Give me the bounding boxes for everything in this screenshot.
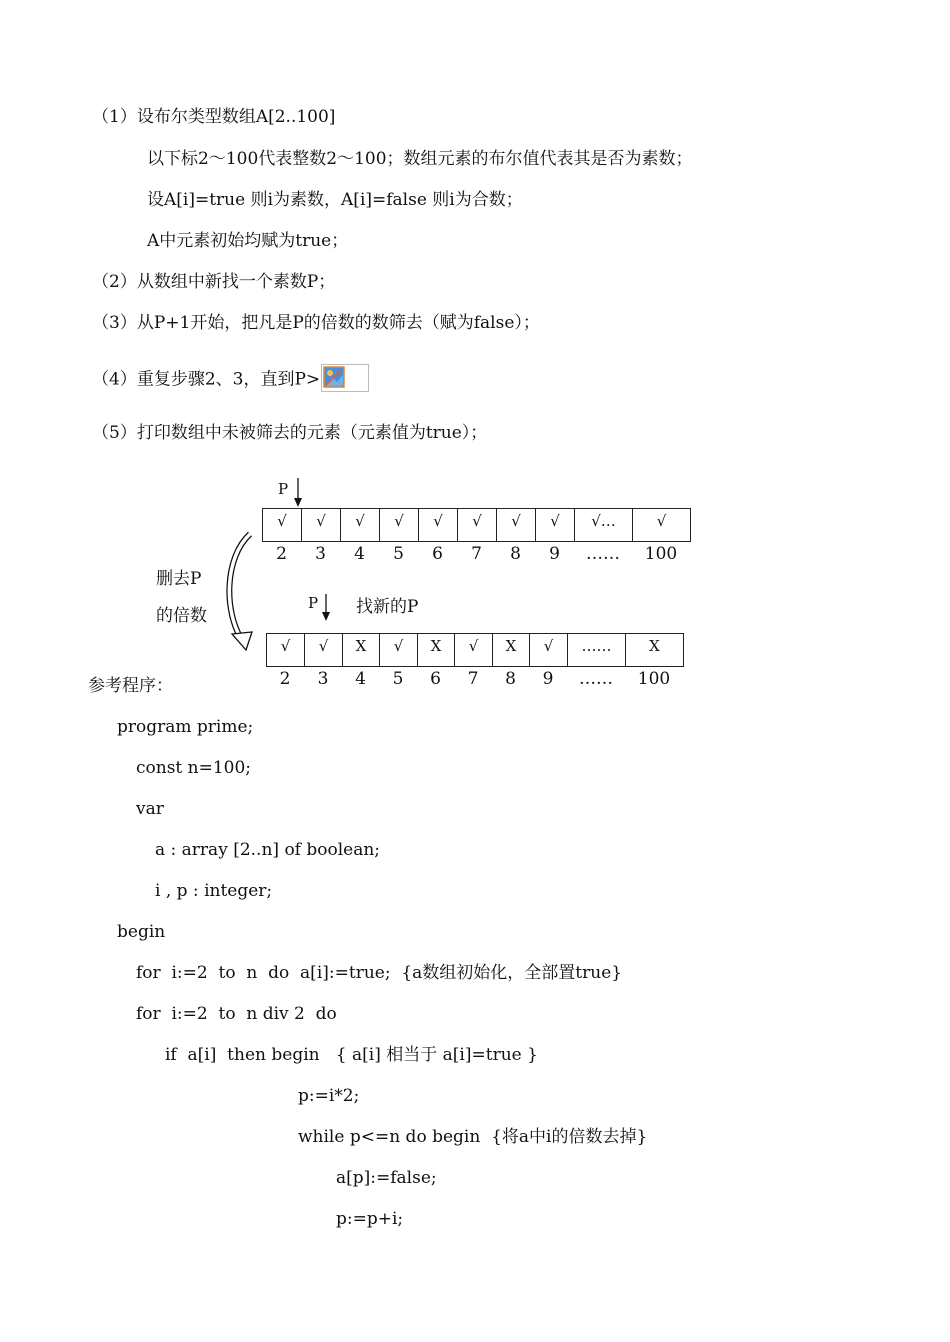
code-line: while p<=n do begin {将a中i的倍数去掉} xyxy=(298,1127,648,1147)
code-line: i , p : integer; xyxy=(155,881,273,901)
code-line: a : array [2..n] of boolean; xyxy=(155,840,381,860)
top-cell: √ xyxy=(263,509,302,541)
broken-image-icon xyxy=(321,364,369,392)
step-1-detail-3: A中元素初始均赋为true； xyxy=(147,231,349,251)
bottom-number: …… xyxy=(579,669,613,689)
top-number: 7 xyxy=(471,544,482,564)
code-line: program prime; xyxy=(117,717,254,737)
top-number: …… xyxy=(586,544,620,564)
top-number: 9 xyxy=(549,544,560,564)
top-numbers xyxy=(262,543,690,565)
bottom-number: 8 xyxy=(505,669,516,689)
down-arrow-icon xyxy=(292,476,304,508)
top-cell: √ xyxy=(633,509,691,541)
code-line: if a[i] then begin { a[i] 相当于 a[i]=true } xyxy=(165,1045,538,1065)
code-line: const n=100; xyxy=(136,758,252,778)
top-number: 8 xyxy=(510,544,521,564)
top-cell: √ xyxy=(458,509,497,541)
step-3: （3）从P+1开始，把凡是P的倍数的数筛去（赋为false）； xyxy=(92,313,540,333)
bottom-number: 2 xyxy=(279,669,291,689)
bottom-cell: X xyxy=(493,634,530,666)
bottom-number: 9 xyxy=(542,669,554,689)
step-4 xyxy=(92,366,369,394)
top-cell: √… xyxy=(575,509,633,541)
step-1: （1）设布尔类型数组A[2..100] xyxy=(92,107,336,127)
top-cell: √ xyxy=(302,509,341,541)
code-line: p:=p+i; xyxy=(336,1209,404,1229)
bottom-cell: …… xyxy=(568,634,626,666)
down-arrow-icon xyxy=(320,592,332,622)
step-4-text: （4）重复步骤2、3，直到P> xyxy=(92,369,321,390)
step-1-detail-1: 以下标2～100代表整数2～100；数组元素的布尔值代表其是否为素数； xyxy=(147,149,693,169)
top-number: 100 xyxy=(644,544,678,564)
bottom-cell: X xyxy=(343,634,380,666)
code-line: a[p]:=false; xyxy=(336,1168,437,1188)
bottom-numbers xyxy=(266,668,683,690)
pointer-label-bottom: P xyxy=(308,594,319,612)
step-1-detail-2: 设A[i]=true 则i为素数，A[i]=false 则i为合数； xyxy=(147,190,523,210)
find-new-label: 找新的P xyxy=(356,597,419,617)
top-cell: √ xyxy=(341,509,380,541)
step-2: （2）从数组中新找一个素数P； xyxy=(92,272,336,292)
bottom-cell: √ xyxy=(455,634,493,666)
top-array xyxy=(262,508,691,542)
bottom-number: 5 xyxy=(392,669,404,689)
bottom-cell: √ xyxy=(305,634,343,666)
bottom-cell: X xyxy=(418,634,455,666)
bottom-array xyxy=(266,633,684,667)
top-number: 5 xyxy=(393,544,404,564)
top-number: 2 xyxy=(276,544,287,564)
bottom-cell: X xyxy=(626,634,684,666)
code-line: for i:=2 to n do a[i]:=true; {a数组初始化，全部置true} xyxy=(136,963,623,983)
top-number: 4 xyxy=(354,544,365,564)
curve-label-1: 删去P xyxy=(156,569,202,589)
bottom-cell: √ xyxy=(530,634,568,666)
code-line: p:=i*2; xyxy=(298,1086,360,1106)
bottom-number: 3 xyxy=(317,669,329,689)
top-cell: √ xyxy=(419,509,458,541)
top-number: 3 xyxy=(315,544,326,564)
code-line: begin xyxy=(117,922,166,942)
bottom-number: 100 xyxy=(637,669,671,689)
code-line: for i:=2 to n div 2 do xyxy=(136,1004,337,1024)
curve-label-2: 的倍数 xyxy=(156,606,207,626)
bottom-cell: √ xyxy=(380,634,418,666)
top-cell: √ xyxy=(380,509,419,541)
pointer-label-top: P xyxy=(278,480,289,498)
bottom-cell: √ xyxy=(267,634,305,666)
top-cell: √ xyxy=(536,509,575,541)
curved-arrow-icon xyxy=(222,530,262,652)
bottom-number: 6 xyxy=(430,669,441,689)
step-5: （5）打印数组中未被筛去的元素（元素值为true）； xyxy=(92,423,488,443)
top-number: 6 xyxy=(432,544,443,564)
bottom-number: 4 xyxy=(355,669,366,689)
bottom-number: 7 xyxy=(467,669,479,689)
program-heading: 参考程序： xyxy=(88,676,173,696)
top-cell: √ xyxy=(497,509,536,541)
code-line: var xyxy=(136,799,164,819)
